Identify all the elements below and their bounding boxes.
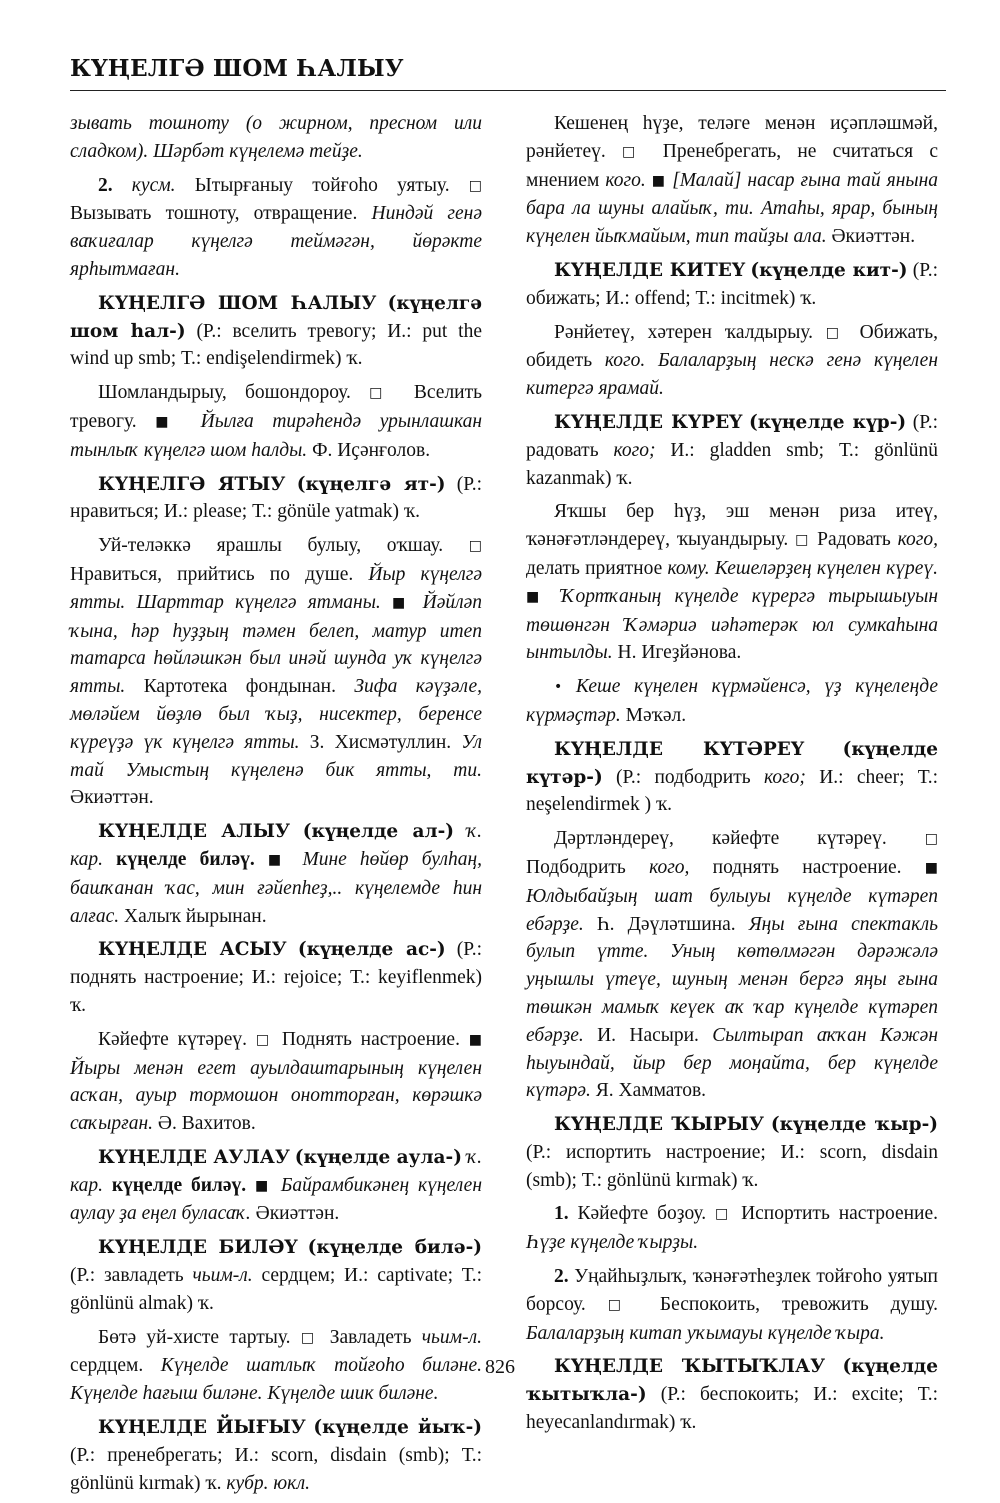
example-text: Яңы ғына спектакль булып үтте. Уның көтөлмәгән дәрәжәлә уңышлы үтеүе, шуның менән бергә яңы ғына төшкән мамыҡ кеүек аҡ ҡар күңелде күтәреп ебәрҙе.	[526, 913, 938, 1046]
headword-stem: (күңелгә ят-)	[296, 473, 446, 495]
headword-stem: (күңелде ал-)	[302, 821, 455, 843]
sense-number: 1.	[554, 1203, 569, 1225]
equivalents: (Р.: вселить тревогу; И.: put the wind up smb; Т.: endişelendirmek) ҡ.	[70, 320, 482, 370]
equivalents: И.: gladden smb; Т.: gönlünü kazanmak) ҡ.	[526, 439, 939, 489]
definition: Уй-теләккә ярашлы булыу, оҡшау.	[98, 535, 444, 557]
translation: Испортить настроение.	[741, 1203, 938, 1225]
headword: КҮҢЕЛДЕ АУЛАУ	[98, 1146, 290, 1168]
headword-stem: (күңелде күтәр-)	[526, 738, 939, 788]
example-text: Мине һөйөр булһаң, башҡанан ҡас, мин ғәйепһеҙ,.. күңелемде һин алғас.	[70, 848, 482, 927]
headword: КҮҢЕЛДЕ АЛЫУ	[98, 821, 290, 843]
proverb-block	[526, 673, 938, 730]
equivalents: (Р.: испортить настроение; И.: scorn, disdain (smb); Т.: gönlünü kırmak) ҡ.	[526, 1141, 938, 1191]
grammar-note: кого,	[649, 856, 690, 878]
example-mark-icon: ■	[651, 172, 667, 189]
entry-kungelde-kyryu	[526, 1111, 938, 1194]
headword-stem: (күңелде ҡытыҡла-)	[526, 1356, 938, 1406]
usage-label: ҡ. кар.	[70, 821, 482, 870]
example-mark-icon: ■	[526, 588, 548, 605]
example-text: Зифа кәүҙәле, мөләйем йөҙлө был ҡыҙ, нисектер, беренсе күреүҙә үк күңелгә ятты.	[70, 676, 483, 753]
grammar-note: чьим-л.	[192, 1265, 253, 1287]
example-text: Кеше күңелен күрмәйенсә, үҙ күңелеңде күрмәҫтәр.	[526, 676, 938, 726]
example-text: Йәйләп ҡына, һәр һуҙҙың тәмен белеп, матур итеп татарса һөйләшкән был инәй шунда уҡ күңелгә ятты.	[70, 591, 483, 698]
cross-reference: күңелде биләү.	[116, 848, 255, 870]
headword-stem: (күңелгә шом һал-)	[70, 292, 483, 342]
usage-label: кубр. юкл.	[226, 1472, 311, 1494]
entry-continuation	[70, 110, 482, 166]
source: З. Хисмәтуллин.	[309, 731, 452, 753]
headword-stem: (күңелде кит-)	[750, 259, 908, 281]
headword-stem: (күңелде аула-)	[294, 1146, 462, 1168]
equivalents: (Р.: радовать	[526, 411, 938, 461]
definition: Рәнйетеү, хәтерен ҡалдырыу.	[554, 321, 814, 343]
example-text: Балаларҙың китап уҡымауы күңелде ҡыра.	[526, 1322, 885, 1344]
sense-1	[526, 1200, 938, 1257]
source: Һ. Дәүләтшина.	[596, 913, 736, 935]
source: Ә. Вахитов.	[157, 1113, 256, 1135]
right-column	[526, 110, 938, 1443]
translation: Вселить тревогу.	[70, 382, 483, 432]
definition: Кешенең һүҙе, теләге менән иҫәпләшмәй, рәнйетеү.	[526, 113, 938, 162]
square-icon: □	[621, 143, 647, 160]
definition: Бөтә уй-хисте тартыу.	[98, 1326, 291, 1348]
sense-number: 2.	[554, 1266, 569, 1288]
grammar-note: кого.	[605, 169, 646, 191]
running-head: КҮҢЕЛГӘ ШОМ ҺАЛЫУ	[70, 55, 404, 82]
definition-block	[526, 319, 938, 403]
example-mark-icon: ■	[267, 851, 290, 868]
equivalents: (Р.: беспокоить; И.: excite; Т.: heyecanlandırmak) ҡ.	[526, 1384, 939, 1434]
square-icon: □	[255, 1031, 274, 1048]
definition-block	[526, 498, 938, 667]
grammar-note: кому.	[667, 557, 710, 579]
grammar-note: чьим-л.	[421, 1326, 482, 1348]
grammar-note: кого.	[604, 350, 646, 372]
bullet-icon: •	[554, 679, 563, 696]
entry-kungelde-alyu	[70, 818, 482, 930]
equivalents: (Р.: обижать; И.: offend; Т.: incitmek) ҡ.	[526, 259, 938, 309]
sense-2	[70, 172, 482, 284]
page-number: 826	[485, 1356, 515, 1378]
equivalents: (Р.: завладеть	[70, 1265, 184, 1287]
grammar-note: кого;	[613, 439, 656, 461]
example-text: Байрамбикәнең күңелен аулау ҙа еңел буласаҡ.	[70, 1174, 483, 1225]
definition: Уңайһыҙлыҡ, ҡәнәғәтһеҙлек тойғоһо уятып борсоу.	[526, 1266, 938, 1315]
example-mark-icon: ■	[468, 1031, 483, 1048]
example-mark-icon: ■	[254, 1177, 273, 1194]
entry-kungelde-aulau	[70, 1144, 482, 1228]
equivalents: И.: cheer; Т.: neşelendirmek ) ҡ.	[526, 766, 939, 816]
usage-label: кусм.	[131, 174, 176, 196]
translation: Вызывать тошноту, отвращение.	[70, 203, 358, 225]
translation: Завладеть	[329, 1326, 412, 1348]
sense-number: 2.	[98, 174, 113, 196]
source: Әкиәттән.	[255, 1203, 340, 1225]
square-icon: □	[924, 831, 938, 848]
source: Әкиәттән.	[831, 226, 916, 248]
equivalents: (Р.: нравиться; И.: please; Т.: gönüle yatmak) ҡ.	[70, 473, 482, 523]
definition: Шомландырыу, бошондороу.	[98, 382, 351, 404]
entry-kungelde-kureu	[526, 409, 938, 492]
entry-kungelde-kutereu	[526, 736, 938, 819]
headword: КҮҢЕЛДЕ КИТЕҮ	[554, 259, 746, 281]
equivalents: (Р.: подбодрить	[616, 766, 751, 788]
example-text: Сылтырап аҡҡан Кәжән һыуындай, йыр бер моңайта, бер күңелде күтәрә.	[526, 1024, 939, 1102]
example-mark-icon: ■	[391, 594, 412, 611]
headword: КҮҢЕЛДЕ ҠЫТЫҠЛАУ	[554, 1356, 826, 1378]
headword: КҮҢЕЛДЕ АСЫУ	[98, 939, 287, 961]
example-text: Йыр күңелгә ятты. Шарттар күңелгә ятманы.	[70, 563, 482, 613]
left-column	[70, 110, 482, 1503]
entry-kungelde-asyu	[70, 936, 482, 1019]
square-icon: □	[715, 1206, 733, 1223]
source: Картотека фондынан.	[143, 676, 336, 698]
entry-kungelge-shom-haluu	[70, 290, 482, 373]
example-mark-icon: ■	[924, 859, 939, 876]
example-text: Кешеләрҙең күңелен күреү.	[714, 557, 938, 579]
example-text: Йылға тирәһендә урынлашкан тынлыҡ күңелгә шом һалды.	[70, 410, 483, 461]
headword-stem: (күңелде йыҡ-)	[313, 1417, 482, 1439]
square-icon: □	[468, 538, 482, 555]
headword: КҮҢЕЛДЕ КҮРЕҮ	[554, 411, 743, 433]
example-mark-icon: ■	[155, 413, 183, 430]
header-rule	[70, 90, 946, 91]
headword-stem: (күңелде ас-)	[297, 939, 446, 961]
example-text: [Малай] насар ғына тай янына бара ла шуны алайыҡ, ти. Атаһы, ярар, бының күңелен йыҡмайым, тип тайҙы ала.	[526, 169, 939, 248]
usage-label: ҡ. кар.	[70, 1146, 482, 1196]
example-text: Ниндәй генә ваҡиғалар күңелгә теймәгән, йөрәкте ярһытмаған.	[70, 203, 482, 280]
square-icon: □	[468, 177, 483, 194]
equivalents: (Р.: пренебрегать; И.: scorn, disdain (smb); Т.: gönlünü kırmak) ҡ.	[70, 1444, 482, 1494]
translation: Поднять настроение.	[281, 1028, 460, 1050]
source: Мәҡәл.	[625, 704, 687, 726]
example-text: Юлдыбайҙың шат булыуы күңелде күтәреп ебәрҙе.	[526, 885, 938, 935]
equivalents: (Р.: поднять настроение; И.: rejoice; Т.: keyiflenmek) ҡ.	[70, 939, 482, 1016]
translation: делать приятное	[526, 557, 663, 579]
headword: КҮҢЕЛДЕ ЙЫҒЫУ	[98, 1417, 306, 1439]
definition: Кәйефте боҙоу.	[577, 1203, 707, 1225]
source: Н. Игеҙйәнова.	[617, 642, 742, 664]
definition-block	[526, 110, 938, 251]
grammar-note: кого,	[897, 529, 939, 551]
headword-stem: (күңелде күр-)	[749, 411, 907, 433]
definition: Кәйефте күтәреү.	[98, 1028, 248, 1050]
example-text: Ҡортҡаның күңелде күрергә тырышыуын төшөнгән Ҡәмәриә иәһәтерәк юл сумкаһына ынтылды.	[526, 585, 939, 664]
definition: Яҡшы бер һүҙ, эш менән риза итеү, ҡәнәғәтләндереү, ҡыуандырыу.	[526, 501, 938, 551]
definition: Дәртләндереү, кәйефте күтәреү.	[554, 828, 887, 850]
entry-kungelde-bileu	[70, 1234, 482, 1317]
translation: Подбодрить	[526, 856, 626, 878]
entry-kungelge-yatyu	[70, 471, 482, 527]
sense-2	[526, 1263, 938, 1347]
translation: Обижать, обидеть	[526, 321, 938, 372]
entry-kungelde-kiteu	[526, 257, 938, 313]
headword-stem: (күңелде билә-)	[307, 1237, 482, 1259]
square-icon: □	[607, 1296, 638, 1313]
headword-stem: (күңелде ҡыр-)	[770, 1114, 939, 1136]
example-text: зывать тошноту (о жирном, пресном или сладком). Шәрбәт күңелемә тейҙе.	[70, 113, 482, 162]
example-text: Күңелде шатлыҡ тойғоһо биләне. Күңелде һағыш биләне. Күңелде шик биләне.	[70, 1355, 482, 1405]
equivalents: сердцем; И.: captivate; Т.: gönlünü almak) ҡ.	[70, 1265, 483, 1314]
headword: КҮҢЕЛДЕ БИЛӘҮ	[98, 1237, 298, 1259]
definition-block	[70, 379, 482, 464]
source: И. Насыри.	[597, 1024, 699, 1046]
source: Әкиәттән.	[70, 787, 154, 809]
example-text: Һүҙе күңелде ҡырҙы.	[526, 1232, 699, 1254]
translation: Радовать	[817, 529, 891, 551]
square-icon: □	[795, 532, 811, 549]
source: Ф. Иҫәнғолов.	[312, 439, 431, 461]
translation: Беспокоить, тревожить душу.	[659, 1293, 939, 1315]
definition: Ытырғаныу тойғоһо уятыу.	[194, 174, 450, 196]
headword: КҮҢЕЛГӘ ШОМ ҺАЛЫУ	[98, 292, 377, 314]
square-icon: □	[825, 324, 847, 341]
translation: Пренебрегать, не считаться с мнением	[526, 140, 939, 191]
example-text: Ул тай Умыстың күңеленә бик ятты, ти.	[70, 731, 483, 781]
square-icon: □	[369, 385, 396, 402]
source: Я. Хамматов.	[595, 1080, 707, 1102]
cross-reference: күңелде биләү.	[111, 1174, 247, 1196]
headword: КҮҢЕЛДЕ ҠЫРЫУ	[554, 1114, 765, 1136]
headword: КҮҢЕЛГӘ ЯТЫУ	[98, 473, 286, 495]
translation: сердцем.	[70, 1355, 144, 1377]
square-icon: □	[300, 1329, 320, 1346]
source: Халыҡ йырынан.	[124, 905, 267, 927]
definition-block	[526, 825, 938, 1105]
definition-block	[70, 532, 482, 812]
entry-kungelde-yyguu	[70, 1414, 482, 1497]
definition-block	[70, 1026, 482, 1138]
translation: Нравиться, прийтись по душе.	[70, 563, 354, 585]
example-text: Йыры менән егет ауылдаштарының күңелен асҡан, ауыр тормошон онотторған, көрәшкә саҡырған.	[70, 1057, 482, 1135]
example-text: Балаларҙың нескә генә күңелен китергә ярамай.	[526, 350, 938, 400]
headword: КҮҢЕЛДЕ КҮТӘРЕҮ	[554, 738, 805, 760]
translation: поднять настроение.	[712, 856, 902, 878]
grammar-note: кого;	[763, 766, 806, 788]
